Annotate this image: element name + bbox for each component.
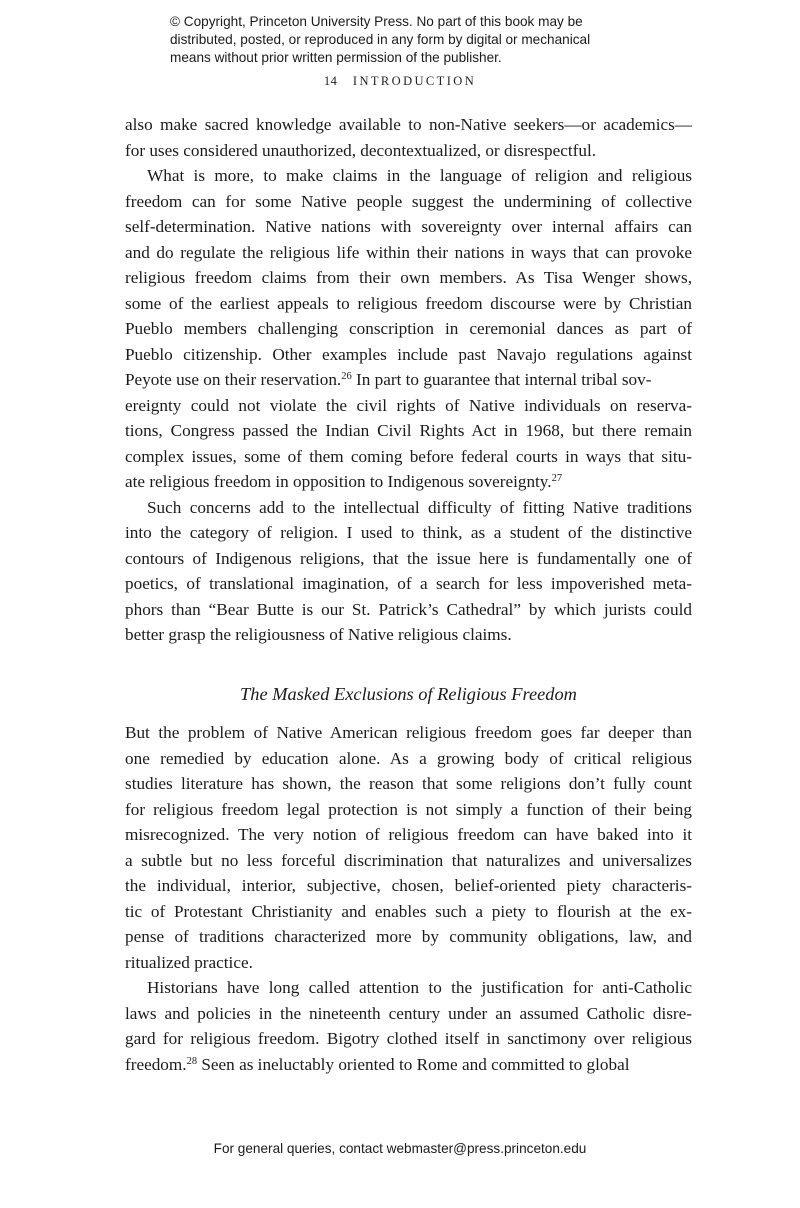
text-line: gard for religious freedom. Bigotry clothed itself in sanctimony over religious bbox=[125, 1029, 692, 1048]
text-line: some of the earliest appeals to religious freedom discourse were by Christian bbox=[125, 293, 692, 313]
body-text-lower bbox=[125, 720, 692, 1077]
text-line: phors than “Bear Butte is our St. Patrick’s Cathedral” by which jurists could bbox=[125, 599, 692, 619]
text-line: ritualized practice. bbox=[125, 952, 253, 972]
text-line: and do regulate the religious life within their nations in ways that can provoke bbox=[125, 242, 692, 262]
text-line: poetics, of translational imagination, of a search for less impoverished meta- bbox=[125, 574, 692, 593]
text-line: into the category of religion. I used to think, as a student of the distinctive bbox=[125, 523, 692, 542]
text-line: freedom can for some Native people suggest the undermining of collective bbox=[125, 191, 692, 211]
text-line: for religious freedom legal protection is not simply a function of their being bbox=[125, 799, 692, 819]
text-line: Such concerns add to the intellectual difficulty of fitting Native traditions bbox=[147, 497, 692, 517]
text-line-part: Seen as ineluctably oriented to Rome and committed to global bbox=[201, 1054, 630, 1074]
page-number: 14 bbox=[323, 74, 338, 88]
copyright-line: © Copyright, Princeton University Press. No part of this book may be bbox=[170, 14, 583, 29]
text-line-part: freedom. bbox=[125, 1054, 187, 1074]
text-line: self-determination. Native nations with sovereignty over internal affairs can bbox=[125, 217, 692, 236]
text-line: What is more, to make claims in the language of religion and religious bbox=[147, 166, 692, 185]
footnote-marker: 26 bbox=[341, 371, 352, 382]
text-line: tions, Congress passed the Indian Civil Rights Act in 1968, but there remain bbox=[125, 421, 692, 440]
running-head-title: INTRODUCTION bbox=[352, 74, 477, 88]
text-line: also make sacred knowledge available to non-Native seekers—or academics— bbox=[125, 115, 692, 134]
text-line: better grasp the religiousness of Native religious claims. bbox=[125, 625, 512, 644]
text-line-part: Peyote use on their reservation. bbox=[125, 370, 342, 389]
footer-contact: For general queries, contact webmaster@press.princeton.edu bbox=[213, 1141, 587, 1156]
text-line: contours of Indigenous religions, that the issue here is fundamentally one of bbox=[125, 548, 692, 568]
copyright-line: distributed, posted, or reproduced in any form by digital or mechanical bbox=[170, 32, 591, 47]
text-line: Historians have long called attention to the justification for anti-Catholic bbox=[147, 978, 692, 997]
footnote-marker: 27 bbox=[551, 473, 563, 484]
text-line: studies literature has shown, the reason that some religions don’t fully count bbox=[125, 774, 692, 793]
text-line bbox=[125, 469, 692, 495]
footnote-marker: 28 bbox=[186, 1055, 198, 1067]
text-line: misrecognized. The very notion of religious freedom can have baked into it bbox=[125, 825, 692, 844]
text-line: ereignty could not violate the civil rights of Native individuals on reserva- bbox=[125, 395, 692, 415]
text-line: But the problem of Native American religious freedom goes far deeper than bbox=[125, 723, 692, 742]
text-line: complex issues, some of them coming before federal courts in ways that situ- bbox=[125, 446, 692, 466]
text-line: religious freedom claims from their own members. As Tisa Wenger shows, bbox=[125, 268, 692, 287]
text-line bbox=[125, 1052, 692, 1078]
section-heading: The Masked Exclusions of Religious Freedom bbox=[240, 684, 577, 704]
text-line: pense of traditions characterized more by community obligations, law, and bbox=[125, 927, 692, 946]
text-line: tic of Protestant Christianity and enables such a piety to flourish at the ex- bbox=[125, 901, 692, 921]
text-line: Pueblo citizenship. Other examples include past Navajo regulations against bbox=[125, 344, 692, 364]
text-line-part: ate religious freedom in opposition to Indigenous sovereignty. bbox=[125, 472, 552, 491]
body-text-upper bbox=[125, 112, 692, 648]
copyright-notice bbox=[170, 13, 640, 67]
text-line bbox=[125, 367, 692, 393]
copyright-line: means without prior written permission of the publisher. bbox=[170, 50, 502, 65]
text-line: a subtle but no less forceful discrimination that naturalizes and universalizes bbox=[125, 850, 692, 870]
text-line: for uses considered unauthorized, decontextualized, or disrespectful. bbox=[125, 140, 597, 160]
text-line: laws and policies in the nineteenth century under an assumed Catholic disre- bbox=[125, 1003, 692, 1023]
text-line: the individual, interior, subjective, chosen, belief-oriented piety characteris- bbox=[125, 876, 692, 895]
running-head bbox=[0, 74, 800, 89]
text-line-part: In part to guarantee that internal tribal sov- bbox=[356, 370, 652, 389]
text-line: Pueblo members challenging conscription in ceremonial dances as part of bbox=[125, 319, 692, 338]
text-line: one remedied by education alone. As a growing body of critical religious bbox=[125, 748, 692, 768]
